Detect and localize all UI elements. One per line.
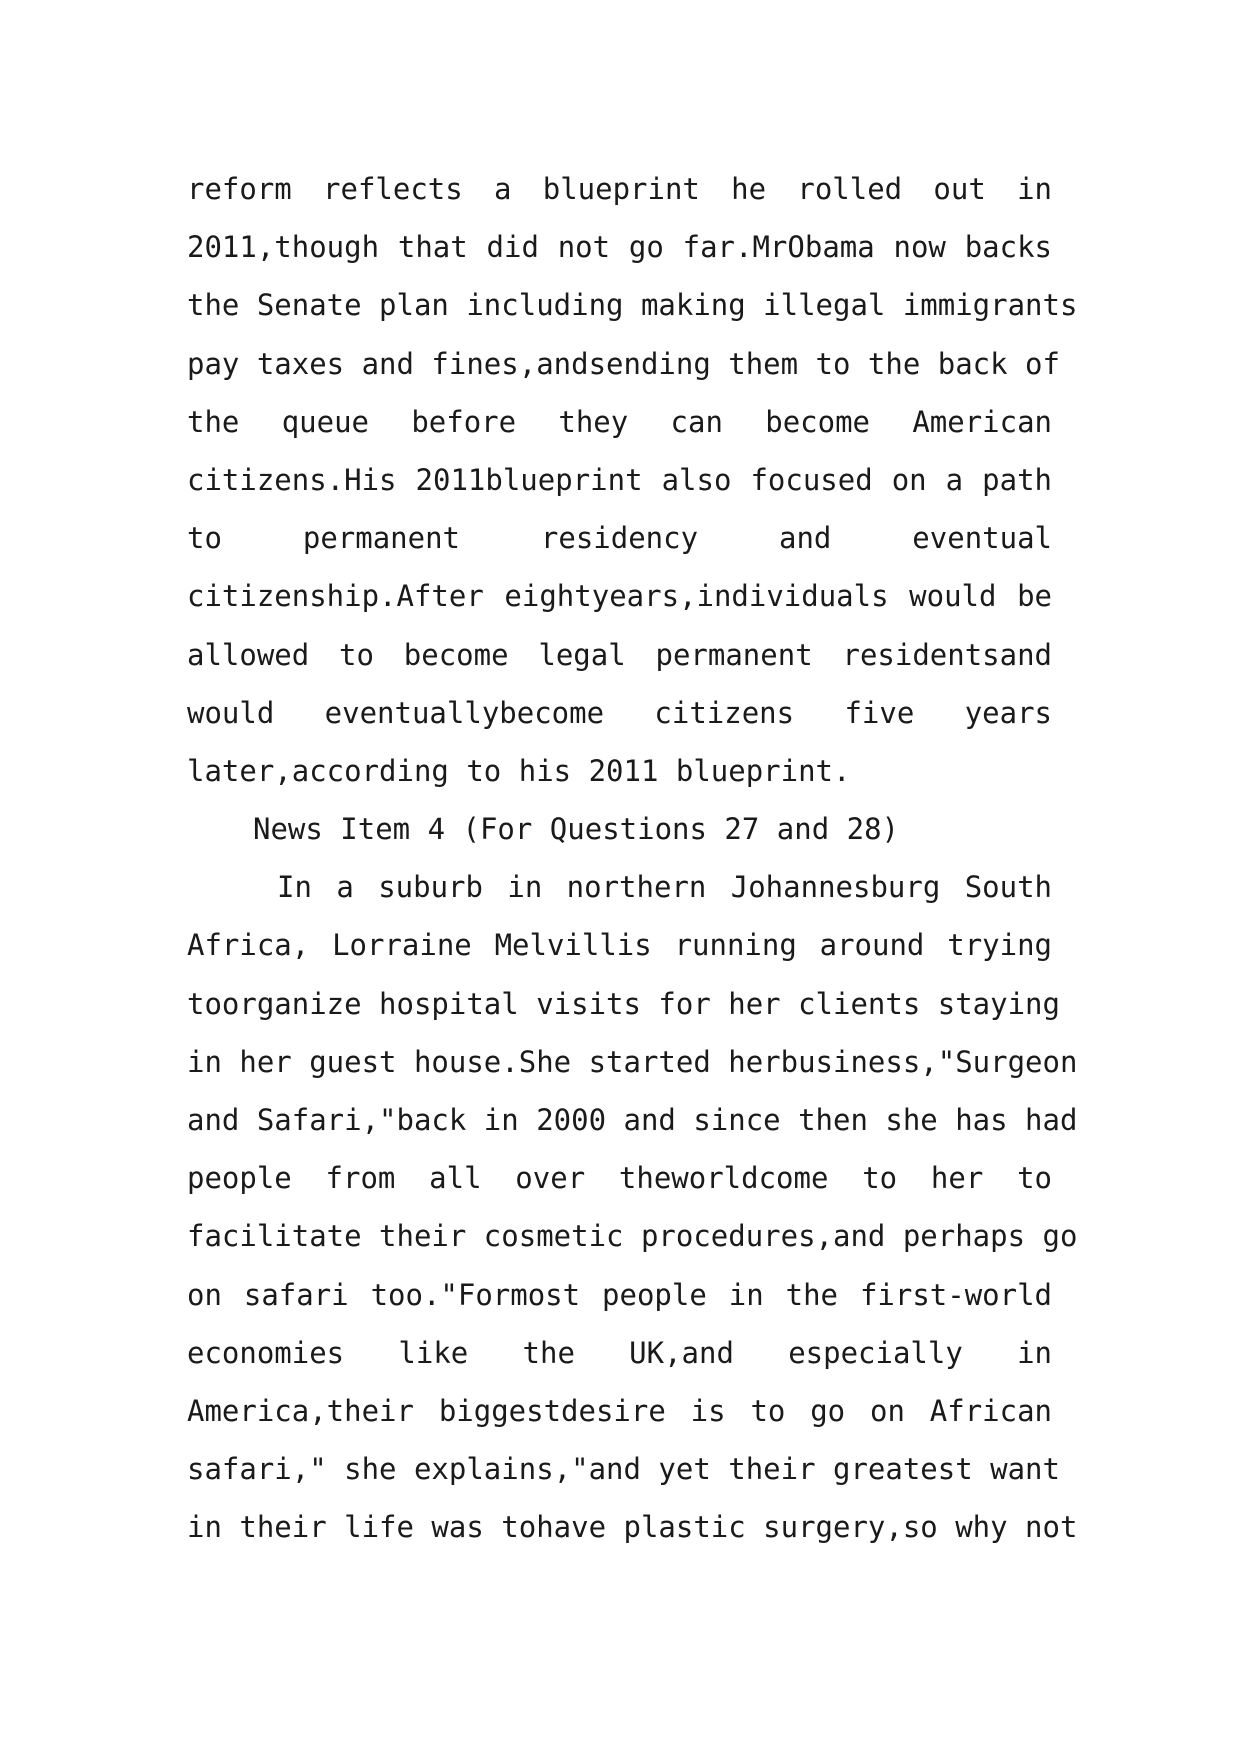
text-line: Africa, Lorraine Melvillis running around trying [187, 928, 1052, 963]
text-line: facilitate their cosmetic procedures,and perhaps go [187, 1219, 1078, 1254]
text-line: pay taxes and fines,andsending them to the back of [187, 346, 1060, 381]
text-line: allowed to become legal permanent residentsand [187, 637, 1052, 672]
text-line: later,according to his 2011 blueprint. [187, 753, 851, 788]
section-heading: News Item 4 (For Questions 27 and 28) [253, 812, 900, 847]
text-line: to permanent residency and eventual [187, 521, 1052, 556]
text-line: citizens.His 2011blueprint also focused on a path [187, 462, 1052, 497]
text-line: toorganize hospital visits for her clients staying [187, 986, 1060, 1021]
paragraph-surgeon-and-safari [187, 858, 1078, 1556]
text-line: 2011,though that did not go far.MrObama now backs [187, 230, 1052, 265]
text-line: safari," she explains,"and yet their greatest want [187, 1452, 1060, 1487]
text-line: would eventuallybecome citizens five years [187, 695, 1052, 730]
text-line: people from all over theworldcome to her to [187, 1161, 1052, 1196]
text-line: America,their biggestdesire is to go on African [187, 1393, 1052, 1428]
text-line: the Senate plan including making illegal immigrants [187, 288, 1078, 323]
paragraph-immigration-reform [187, 160, 1078, 800]
text-line: economies like the UK,and especially in [187, 1335, 1052, 1370]
text-line: in their life was tohave plastic surgery,so why not [187, 1510, 1078, 1545]
document-body [187, 160, 1078, 1557]
text-line: the queue before they can become American [187, 404, 1052, 439]
text-line: citizenship.After eightyears,individuals would be [187, 579, 1052, 614]
text-line: in her guest house.She started herbusiness,"Surgeon [187, 1044, 1078, 1079]
text-line: on safari too."Formost people in the first-world [187, 1277, 1052, 1312]
text-line: reform reflects a blueprint he rolled out in [187, 172, 1052, 206]
text-line: In a suburb in northern Johannesburg South [277, 870, 1052, 905]
text-line: and Safari,"back in 2000 and since then she has had [187, 1103, 1078, 1137]
